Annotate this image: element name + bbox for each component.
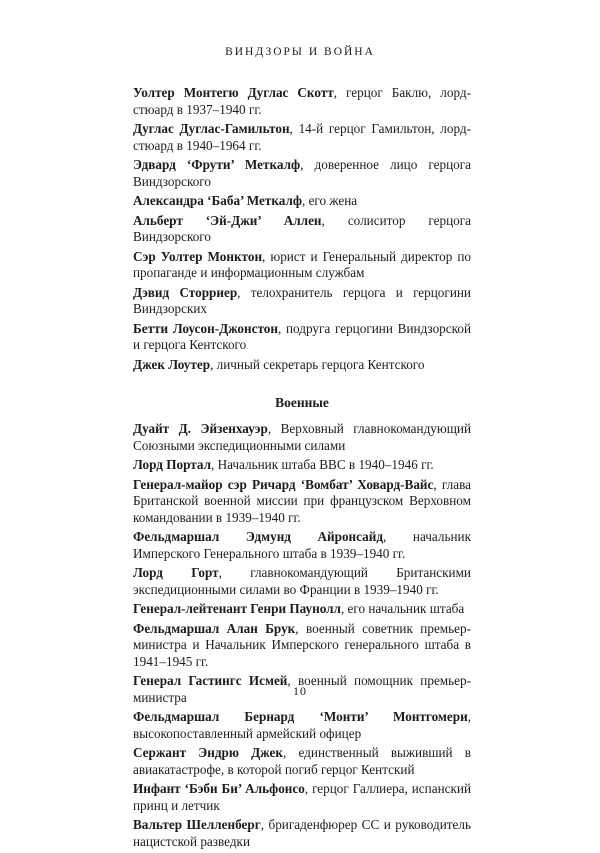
person-name: Сержант Эндрю Джек: [133, 745, 284, 760]
person-name: Фельдмаршал Алан Брук: [133, 620, 296, 636]
person-description: , телохранитель герцога и герцогини Виндзорских: [133, 284, 471, 316]
person-description: , юрист и Генеральный директор по пропаганде и информационным службам: [133, 248, 471, 280]
list-item: [133, 157, 471, 190]
list-item: [133, 357, 471, 374]
list-item: [133, 781, 471, 814]
person-description: , 14-й герцог Гамильтон, лорд-стюард в 1940–1964 гг.: [133, 121, 471, 153]
page-number: 10: [293, 684, 307, 698]
person-name: Дуглас Дуглас-Гамильтон: [133, 121, 290, 136]
person-description: , военный помощник премьер-министра: [133, 673, 471, 705]
person-description: , личный секретарь герцога Кентского: [210, 356, 425, 372]
person-description: , его начальник штаба: [340, 601, 465, 616]
list-item: [133, 285, 471, 318]
person-description: , глава Британской военной миссии при французском Верховном командовании в 1939–1940 гг.: [133, 476, 471, 525]
list-item: [133, 601, 471, 618]
person-name: Александра ‘Баба’ Меткалф: [133, 193, 302, 208]
person-name: Лорд Портал: [133, 457, 211, 472]
list-item: [133, 193, 471, 210]
person-name: Инфант ‘Бэби Би’ Альфонсо: [133, 781, 305, 796]
person-name: Дэвид Сторриер: [133, 284, 238, 300]
list-item: [133, 457, 471, 474]
person-description: , герцог Баклю, лорд-стюард в 1937–1940 гг.: [133, 85, 472, 117]
list-item: [133, 421, 471, 454]
list-item: [133, 565, 471, 598]
person-name: Лорд Горт: [133, 565, 219, 580]
list-item: [133, 121, 471, 154]
page-content: [133, 85, 471, 853]
person-name: Эдвард ‘Фрути’ Меткалф: [133, 157, 301, 172]
list-item: [133, 213, 471, 246]
list-item: [133, 709, 471, 742]
person-name: Фельдмаршал Бернард ‘Монти’ Монтгомери: [133, 709, 468, 724]
list-item: [133, 529, 471, 562]
list-item: [133, 249, 471, 282]
person-description: , единственный выживший в авиакатастрофе, в которой погиб герцог Кентский: [133, 745, 471, 777]
person-name: Генерал Гастингс Исмей: [133, 673, 288, 688]
person-description: , Верховный главнокомандующий Союзными экспедиционными силами: [133, 421, 471, 453]
person-description: , бригаденфюрер СС и руководитель нацистской разведки: [133, 817, 471, 849]
person-name: Генерал-лейтенант Генри Паунолл: [133, 601, 341, 616]
list-item: [133, 621, 471, 671]
person-name: Вальтер Шелленберг: [133, 817, 261, 832]
person-name: Дуайт Д. Эйзенхауэр: [133, 421, 268, 436]
person-description: , начальник Имперского Генерального штаба в 1939–1940 гг.: [133, 529, 471, 561]
person-name: Бетти Лоусон-Джонстон: [133, 320, 278, 336]
list-item: [133, 477, 471, 527]
entry-list: [133, 85, 471, 373]
person-description: , Начальник штаба ВВС в 1940–1946 гг.: [210, 457, 434, 472]
person-description: , герцог Галлиера, испанский принц и летчик: [133, 781, 472, 813]
person-description: , главнокомандующий Британскими экспедиционными силами во Франции в 1939–1940 гг.: [133, 565, 471, 597]
running-head: ВИНДЗОРЫ И ВОЙНА: [225, 46, 375, 58]
entry-list-military: [133, 421, 471, 850]
person-name: Сэр Уолтер Монктон: [133, 248, 263, 264]
person-description: , солиситор герцога Виндзорского: [133, 212, 471, 244]
person-description: , доверенное лицо герцога Виндзорского: [133, 157, 471, 189]
list-item: [133, 817, 471, 850]
person-name: Генерал-майор сэр Ричард ‘Вомбат’ Ховард-Вайс: [133, 476, 434, 492]
person-name: Фельдмаршал Эдмунд Айронсайд: [133, 529, 384, 544]
person-description: , подруга герцогини Виндзорской и герцога Кентского: [133, 320, 471, 352]
person-name: Уолтер Монтегю Дуглас Скотт: [133, 85, 334, 100]
list-item: [133, 85, 471, 118]
person-name: Альберт ‘Эй-Джи’ Аллен: [133, 212, 322, 228]
person-description: , его жена: [301, 193, 358, 208]
person-description: , военный советник премьер-министра и Начальник Имперского генерального штаба в 1941–1945 гг.: [133, 620, 471, 669]
person-description: , высокопоставленный армейский офицер: [133, 709, 471, 741]
list-item: [133, 321, 471, 354]
section-heading-military: Военные: [275, 395, 329, 410]
person-name: Джек Лоутер: [133, 356, 211, 372]
